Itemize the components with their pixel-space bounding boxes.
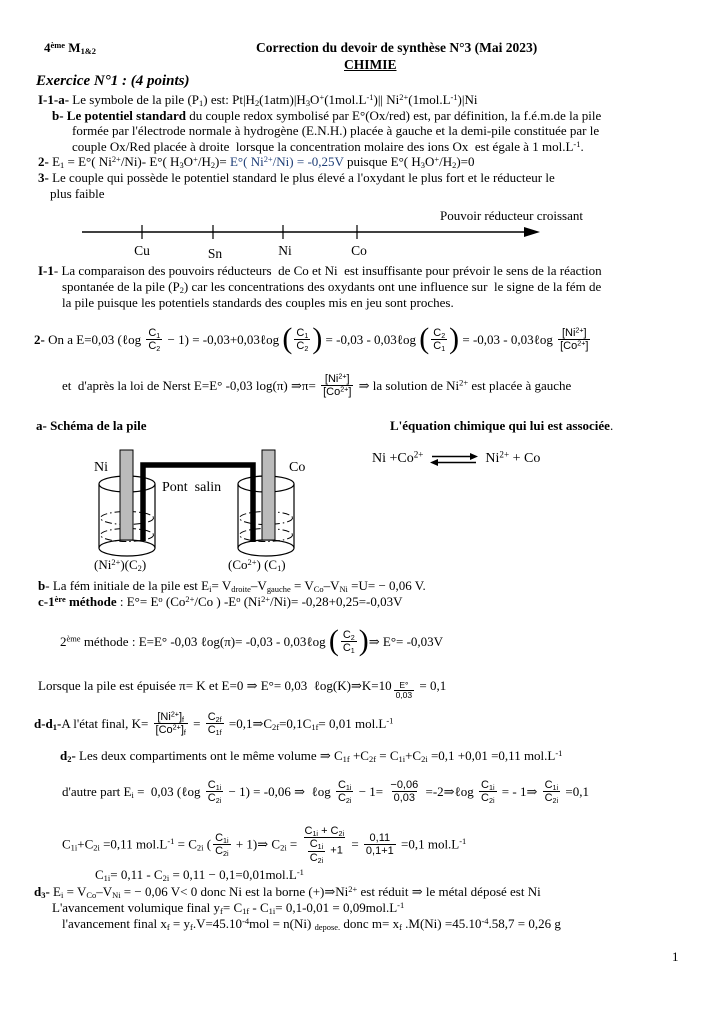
label-left-solution: $(Ni^{2+})(C_2)$ [94,556,147,574]
class-label: 4ème $M_{1\&2}$ [44,39,97,57]
equilibrium-arrows-icon [429,452,479,467]
label-right-solution: $(Co^{2+})$ $(C_1)$ [228,556,286,574]
left-electrode-label: Ni [94,460,108,475]
line-couple-potentiel-2: plus faible [50,186,105,201]
line-methode-2: 2ème méthode : E=E° -0,03 ℓog(π)= -0,03 - 0,03ℓog ( $\frac{C_2}{C_1}$ )⇒ E°= -0,03V [60,623,444,657]
line-meme-volume: $d_2-$ Les deux compartiments ont le même volume ⇒ $C_{1f} +C_{2f} = C_{1i}+C_{2i} =0,1 +0,01 =0,11$ $mol.L^{-1}$ [60,747,563,765]
line-comparaison-3: la pile puisque les potentiels standards des couples mis en jeu sont proches. [62,295,454,310]
axis-tick-co: Co [351,243,367,258]
exercise-title: Exercice N°1 : (4 points) [36,73,190,89]
equation-lhs: $Ni +Co^{2+}$ [372,449,424,466]
line-borne-positive: $d_3-$ $E_i = V_{Co}-V_{Ni}$ = − 0,06 V< 0 donc Ni est la borne $(+)\Rightarrow Ni^{2+}$ est réduit ⇒ le métal déposé est Ni [34,883,541,901]
axis-tick-ni: Ni [278,243,292,258]
line-couple-potentiel-1: 3- Le couple qui possède le potentiel standard le plus élevé a l'oxydant le plus fort et le réducteur le [38,170,555,185]
right-beaker-bottom [238,540,294,556]
heading-equation-chimique: L'équation chimique qui lui est associée. [390,418,614,433]
line-potentiel-standard-2: formée par l'électrode normale à hydrogène (E.N.H.) placée à gauche et la demi-pile constituée par le [72,123,600,138]
line-e1-valeur: 2- $E_1 = E^\circ$( $Ni^{2+}/Ni)-$ E°( $H_3O^+/H_2)= E^\circ$( $Ni^{2+}/Ni) = -0,25V$ puisque E°( $H_3O^+/H_2)=0$ [38,153,475,171]
equation-rhs: $Ni^{2+} + Co$ [485,449,541,466]
line-comparaison-2: spontanée de la pile $(P_2)$ car les concentrations des oxydants ont une influence sur le signe de la fém de [62,279,602,296]
axis-caption: Pouvoir réducteur croissant [440,208,583,223]
line-equation-E: 2- On a E=0,03 (ℓog $\frac{C_1}{C_2}$ − 1) = -0,03+0,03ℓog ( $\frac{C_1}{C_2}$ ) = -0,03 - 0,03ℓog ( $\frac{C_2}{C_1}$ ) = -0,03 - 0,03ℓog $\frac{[Ni^{2+}]}{[Co^{2+}]}$ [34,321,589,355]
line-comparaison-1: I-1- La comparaison des pouvoirs réducteurs de Co et Ni est insuffisante pour prévoir le sens de la réaction [38,263,602,278]
salt-bridge-label: Pont salin [162,480,222,495]
subject-title: CHIMIE [344,57,397,72]
line-dautre-part: d'autre part $E_i = 0,03$ (ℓog $\frac{C_{1i}}{C_{2i}}$ − 1) = -0,06 ⇒ ℓog $\frac{C_{1i}}{C_{2i}}$ − 1= $\frac{-0,06}{0,03}$ =-2⇒ℓog $\frac{C_{1i}}{C_{2i}}$ = - 1⇒ $\frac{C_{1i}}{C_{2i}}$ =0,1 [62,779,589,806]
document-title: Correction du devoir de synthèse N°3 (Mai 2023) [256,40,538,55]
page-number: 1 [672,949,679,964]
line-etat-final: $d-d_1-A$ l'état final, K= $\frac{[Ni^{2+}]_f}{[Co^{2+}]_f}$ = $\frac{C_{2f}}{C_{1f}}$ $=0,1\Rightarrow C_{2f}=0,1C_{1f}= 0,01$ $mol.L^{-1}$ [34,710,394,738]
line-avancement-final: l'avancement final $x_f = y_f.V=45.10^{-4}mol = n(Ni)$ $_{depose.}$ donc $m= x_f$ $.M(Ni) =45.10^{-4}.58,7 = 0,26$ g [62,915,561,933]
co-electrode [262,450,275,540]
reducing-power-axis [78,222,548,260]
axis-tick-cu: Cu [134,243,150,258]
axis-tick-sn: Sn [207,246,223,260]
axis-arrow-icon [524,227,540,237]
chemical-equation [372,451,540,467]
line-potentiel-standard-1: b- Le potentiel standard du couple redox symbolisé par E°(Ox/red) est, par définition, la f.é.m.de la pile [52,107,602,123]
salt-bridge [143,465,253,542]
right-electrode-label: Co [289,460,306,475]
line-potentiel-standard-3: couple Ox/Red placée à droite lorsque la concentration molaire des ions Ox est égale à 1 $mol.L^{-1}$. [72,138,584,154]
line-c1i-c2i: $C_{1i}+C_{2i} =0,11$ $mol.L^{-1} = C_{2i}$ ( $\frac{C_{1i}}{C_{2i}}$ + 1)⇒ $C_{2i}$ = $C_{1i} + C_{2i}$ $\frac{C_{1i}}{C_{2i}}$ +1 = $\frac{0,11}{0,1+1}$ =0,1 $mol.L^{-1}$ [62,825,467,865]
left-beaker-bottom [99,540,155,556]
line-fem-initiale: b- La fém initiale de la pile est $E_i= V_{droite}-V_{gauche} = V_{Co}-V_{Ni} =U= - 0,06$ V. [38,578,426,595]
line-nernst: et d'après la loi de Nerst E=E° -0,03 log(π) ⇒π= $\frac{[Ni^{2+}]}{[Co^{2+}]}$ ⇒ la solution de $Ni^{2+}$ est placée à gauche [62,372,572,399]
line-methode-1: c-1ère méthode : $E^\circ= E^o$ ($Co^{2+}/Co$ ) $-E^o$ $(Ni^{2+}/Ni)= -0,28+0,25=-0,03V$ [38,593,403,609]
beaker-diagram [80,438,325,578]
heading-schema: a- Schéma de la pile [36,418,147,433]
line-c1i-final: $C_{1i}= 0,11 - C_{2i} = 0,11 - 0,1=0,01mol.L^{-1}$ [95,866,304,884]
line-pile-epuisee: Lorsque la pile est épuisée π= K et E=0 ⇒ E°= 0,03 ℓog(K)⇒K=10 $^{\frac{E^\circ}{0,03}}$ = 0,1 [38,678,447,701]
line-avancement-volumique: L'avancement volumique final $y_f= C_{1f} - C_{1i}= 0,1-0,01 = 0,09mol.L^{-1}$ [52,899,405,917]
line-symbole-pile: I-1-a- Le symbole de la pile $(P_1)$ est: $Pt|H_2(1atm)|H_3O^+(1mol.L^{-1})||$ $Ni^{2+}(1mol.L^{-1})|Ni$ [38,91,478,109]
ni-electrode [120,450,133,540]
